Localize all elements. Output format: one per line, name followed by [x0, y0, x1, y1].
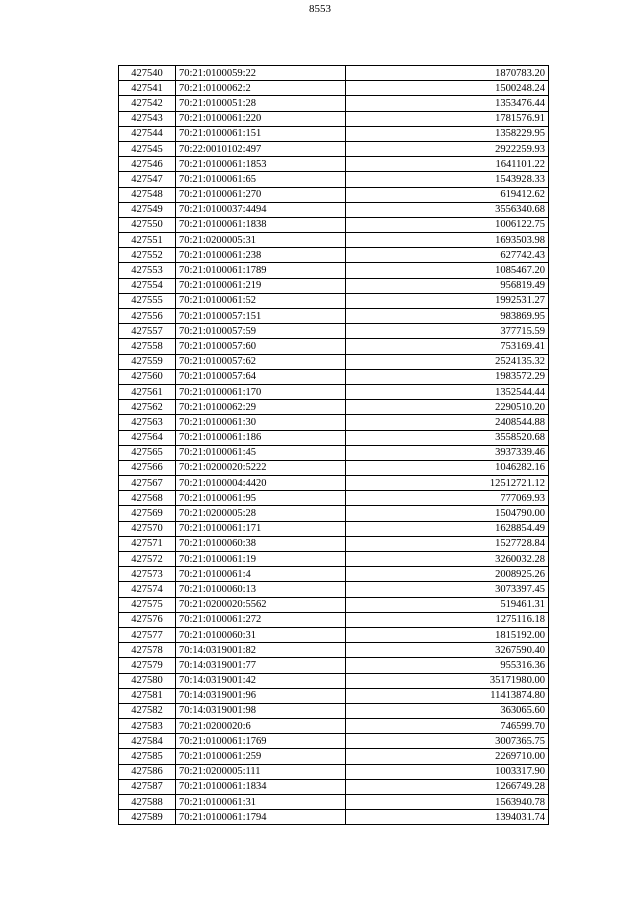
table-body — [119, 66, 549, 825]
cadastral-value: 3556340.68 — [346, 202, 549, 217]
row-number: 427574 — [119, 582, 176, 597]
table-row — [119, 810, 549, 825]
cadastral-value: 983869.95 — [346, 309, 549, 324]
table-row — [119, 81, 549, 96]
row-number: 427550 — [119, 217, 176, 232]
cadastral-value: 1527728.84 — [346, 536, 549, 551]
cadastral-number: 70:21:0100057:62 — [176, 354, 346, 369]
row-number: 427586 — [119, 764, 176, 779]
cadastral-number: 70:14:0319001:98 — [176, 703, 346, 718]
cadastral-value: 12512721.12 — [346, 476, 549, 491]
cadastral-number: 70:21:0100061:1838 — [176, 217, 346, 232]
cadastral-value: 1992531.27 — [346, 293, 549, 308]
table-row — [119, 476, 549, 491]
cadastral-number: 70:21:0100061:52 — [176, 293, 346, 308]
row-number: 427540 — [119, 66, 176, 81]
table-row — [119, 324, 549, 339]
table-row — [119, 491, 549, 506]
cadastral-value: 1394031.74 — [346, 810, 549, 825]
table-row — [119, 172, 549, 187]
cadastral-value: 1870783.20 — [346, 66, 549, 81]
cadastral-value: 2290510.20 — [346, 400, 549, 415]
cadastral-number: 70:21:0200005:31 — [176, 233, 346, 248]
cadastral-number: 70:21:0200005:111 — [176, 764, 346, 779]
row-number: 427570 — [119, 521, 176, 536]
table-row — [119, 612, 549, 627]
cadastral-number: 70:14:0319001:82 — [176, 643, 346, 658]
table-row — [119, 688, 549, 703]
cadastral-number: 70:21:0100059:22 — [176, 66, 346, 81]
table-row — [119, 627, 549, 642]
cadastral-value: 1641101.22 — [346, 157, 549, 172]
cadastral-value: 1003317.90 — [346, 764, 549, 779]
row-number: 427567 — [119, 476, 176, 491]
cadastral-number: 70:14:0319001:42 — [176, 673, 346, 688]
row-number: 427569 — [119, 506, 176, 521]
table-row — [119, 536, 549, 551]
cadastral-value: 619412.62 — [346, 187, 549, 202]
row-number: 427579 — [119, 658, 176, 673]
row-number: 427562 — [119, 400, 176, 415]
row-number: 427555 — [119, 293, 176, 308]
row-number: 427561 — [119, 384, 176, 399]
row-number: 427554 — [119, 278, 176, 293]
cadastral-value: 3073397.45 — [346, 582, 549, 597]
table-row — [119, 415, 549, 430]
table-row — [119, 293, 549, 308]
row-number: 427549 — [119, 202, 176, 217]
cadastral-number: 70:21:0100057:64 — [176, 369, 346, 384]
table-row — [119, 734, 549, 749]
cadastral-number: 70:21:0100061:259 — [176, 749, 346, 764]
cadastral-value: 3007365.75 — [346, 734, 549, 749]
row-number: 427548 — [119, 187, 176, 202]
row-number: 427565 — [119, 445, 176, 460]
row-number: 427589 — [119, 810, 176, 825]
cadastral-number: 70:21:0100061:272 — [176, 612, 346, 627]
row-number: 427547 — [119, 172, 176, 187]
row-number: 427558 — [119, 339, 176, 354]
row-number: 427552 — [119, 248, 176, 263]
cadastral-number: 70:21:0100004:4420 — [176, 476, 346, 491]
cadastral-value: 1781576.91 — [346, 111, 549, 126]
table-row — [119, 263, 549, 278]
row-number: 427564 — [119, 430, 176, 445]
table-row — [119, 567, 549, 582]
cadastral-number: 70:21:0100061:1769 — [176, 734, 346, 749]
cadastral-number: 70:21:0100061:186 — [176, 430, 346, 445]
table-row — [119, 795, 549, 810]
cadastral-value: 1358229.95 — [346, 126, 549, 141]
cadastral-number: 70:21:0100037:4494 — [176, 202, 346, 217]
cadastral-number: 70:21:0200020:5562 — [176, 597, 346, 612]
cadastral-number: 70:21:0100060:31 — [176, 627, 346, 642]
cadastral-value: 1543928.33 — [346, 172, 549, 187]
cadastral-number: 70:21:0200020:5222 — [176, 460, 346, 475]
cadastral-value: 3937339.46 — [346, 445, 549, 460]
cadastral-value: 2008925.26 — [346, 567, 549, 582]
cadastral-number: 70:21:0100062:29 — [176, 400, 346, 415]
cadastral-value: 363065.60 — [346, 703, 549, 718]
table-row — [119, 233, 549, 248]
table-row — [119, 111, 549, 126]
cadastral-value: 2524135.32 — [346, 354, 549, 369]
row-number: 427544 — [119, 126, 176, 141]
cadastral-number: 70:21:0100051:28 — [176, 96, 346, 111]
table-row — [119, 764, 549, 779]
cadastral-value: 35171980.00 — [346, 673, 549, 688]
cadastral-number: 70:21:0100061:65 — [176, 172, 346, 187]
table-row — [119, 96, 549, 111]
row-number: 427546 — [119, 157, 176, 172]
row-number: 427572 — [119, 552, 176, 567]
cadastral-value: 1504790.00 — [346, 506, 549, 521]
row-number: 427583 — [119, 719, 176, 734]
table-row — [119, 66, 549, 81]
cadastral-value: 956819.49 — [346, 278, 549, 293]
cadastral-value: 1563940.78 — [346, 795, 549, 810]
cadastral-value: 1500248.24 — [346, 81, 549, 96]
cadastral-value: 2408544.88 — [346, 415, 549, 430]
cadastral-number: 70:14:0319001:77 — [176, 658, 346, 673]
row-number: 427573 — [119, 567, 176, 582]
cadastral-value-table — [118, 65, 549, 825]
cadastral-number: 70:21:0100057:151 — [176, 309, 346, 324]
cadastral-number: 70:21:0100061:4 — [176, 567, 346, 582]
row-number: 427587 — [119, 779, 176, 794]
cadastral-value: 377715.59 — [346, 324, 549, 339]
cadastral-number: 70:21:0200020:6 — [176, 719, 346, 734]
row-number: 427560 — [119, 369, 176, 384]
table-row — [119, 430, 549, 445]
row-number: 427568 — [119, 491, 176, 506]
table-row — [119, 597, 549, 612]
row-number: 427578 — [119, 643, 176, 658]
table-row — [119, 217, 549, 232]
cadastral-number: 70:21:0100061:1834 — [176, 779, 346, 794]
cadastral-value: 1266749.28 — [346, 779, 549, 794]
table-row — [119, 506, 549, 521]
row-number: 427588 — [119, 795, 176, 810]
row-number: 427577 — [119, 627, 176, 642]
cadastral-value: 777069.93 — [346, 491, 549, 506]
row-number: 427566 — [119, 460, 176, 475]
cadastral-number: 70:22:0010102:497 — [176, 141, 346, 156]
page-number: 8553 — [309, 3, 331, 15]
table-row — [119, 278, 549, 293]
cadastral-value: 3558520.68 — [346, 430, 549, 445]
cadastral-number: 70:21:0100061:31 — [176, 795, 346, 810]
table-row — [119, 582, 549, 597]
cadastral-value: 955316.36 — [346, 658, 549, 673]
cadastral-value: 1006122.75 — [346, 217, 549, 232]
row-number: 427545 — [119, 141, 176, 156]
row-number: 427563 — [119, 415, 176, 430]
cadastral-number: 70:21:0100061:1789 — [176, 263, 346, 278]
cadastral-number: 70:21:0100061:220 — [176, 111, 346, 126]
table-row — [119, 126, 549, 141]
table-row — [119, 703, 549, 718]
cadastral-number: 70:21:0200005:28 — [176, 506, 346, 521]
table-row — [119, 643, 549, 658]
cadastral-value: 746599.70 — [346, 719, 549, 734]
cadastral-value: 3260032.28 — [346, 552, 549, 567]
table-row — [119, 658, 549, 673]
cadastral-number: 70:14:0319001:96 — [176, 688, 346, 703]
cadastral-value: 2269710.00 — [346, 749, 549, 764]
table-row — [119, 157, 549, 172]
cadastral-number: 70:21:0100061:151 — [176, 126, 346, 141]
table-row — [119, 187, 549, 202]
cadastral-value: 3267590.40 — [346, 643, 549, 658]
table-row — [119, 400, 549, 415]
row-number: 427551 — [119, 233, 176, 248]
table-row — [119, 719, 549, 734]
cadastral-value: 753169.41 — [346, 339, 549, 354]
table-row — [119, 339, 549, 354]
row-number: 427557 — [119, 324, 176, 339]
cadastral-value: 1046282.16 — [346, 460, 549, 475]
cadastral-number: 70:21:0100062:2 — [176, 81, 346, 96]
cadastral-value: 519461.31 — [346, 597, 549, 612]
cadastral-number: 70:21:0100061:270 — [176, 187, 346, 202]
cadastral-number: 70:21:0100057:60 — [176, 339, 346, 354]
row-number: 427541 — [119, 81, 176, 96]
row-number: 427575 — [119, 597, 176, 612]
cadastral-number: 70:21:0100060:38 — [176, 536, 346, 551]
table-row — [119, 248, 549, 263]
table-row — [119, 445, 549, 460]
row-number: 427582 — [119, 703, 176, 718]
cadastral-value: 627742.43 — [346, 248, 549, 263]
cadastral-number: 70:21:0100061:171 — [176, 521, 346, 536]
row-number: 427553 — [119, 263, 176, 278]
cadastral-value: 1628854.49 — [346, 521, 549, 536]
row-number: 427584 — [119, 734, 176, 749]
row-number: 427580 — [119, 673, 176, 688]
cadastral-value: 1815192.00 — [346, 627, 549, 642]
cadastral-number: 70:21:0100061:170 — [176, 384, 346, 399]
cadastral-number: 70:21:0100060:13 — [176, 582, 346, 597]
cadastral-value: 1085467.20 — [346, 263, 549, 278]
cadastral-value: 1275116.18 — [346, 612, 549, 627]
table-row — [119, 384, 549, 399]
cadastral-value: 1983572.29 — [346, 369, 549, 384]
row-number: 427585 — [119, 749, 176, 764]
cadastral-number: 70:21:0100061:1794 — [176, 810, 346, 825]
table-row — [119, 779, 549, 794]
table-row — [119, 460, 549, 475]
table-row — [119, 552, 549, 567]
cadastral-value: 1352544.44 — [346, 384, 549, 399]
cadastral-value: 2922259.93 — [346, 141, 549, 156]
table-row — [119, 309, 549, 324]
table-row — [119, 141, 549, 156]
cadastral-number: 70:21:0100061:30 — [176, 415, 346, 430]
cadastral-number: 70:21:0100061:219 — [176, 278, 346, 293]
cadastral-number: 70:21:0100061:45 — [176, 445, 346, 460]
cadastral-value: 1353476.44 — [346, 96, 549, 111]
table-row — [119, 369, 549, 384]
table-row — [119, 354, 549, 369]
cadastral-value: 1693503.98 — [346, 233, 549, 248]
table-row — [119, 749, 549, 764]
cadastral-number: 70:21:0100061:1853 — [176, 157, 346, 172]
row-number: 427543 — [119, 111, 176, 126]
row-number: 427542 — [119, 96, 176, 111]
table-row — [119, 202, 549, 217]
row-number: 427559 — [119, 354, 176, 369]
cadastral-value: 11413874.80 — [346, 688, 549, 703]
cadastral-number: 70:21:0100061:19 — [176, 552, 346, 567]
row-number: 427576 — [119, 612, 176, 627]
row-number: 427571 — [119, 536, 176, 551]
cadastral-number: 70:21:0100057:59 — [176, 324, 346, 339]
table-row — [119, 673, 549, 688]
cadastral-number: 70:21:0100061:238 — [176, 248, 346, 263]
cadastral-number: 70:21:0100061:95 — [176, 491, 346, 506]
row-number: 427581 — [119, 688, 176, 703]
table-row — [119, 521, 549, 536]
row-number: 427556 — [119, 309, 176, 324]
